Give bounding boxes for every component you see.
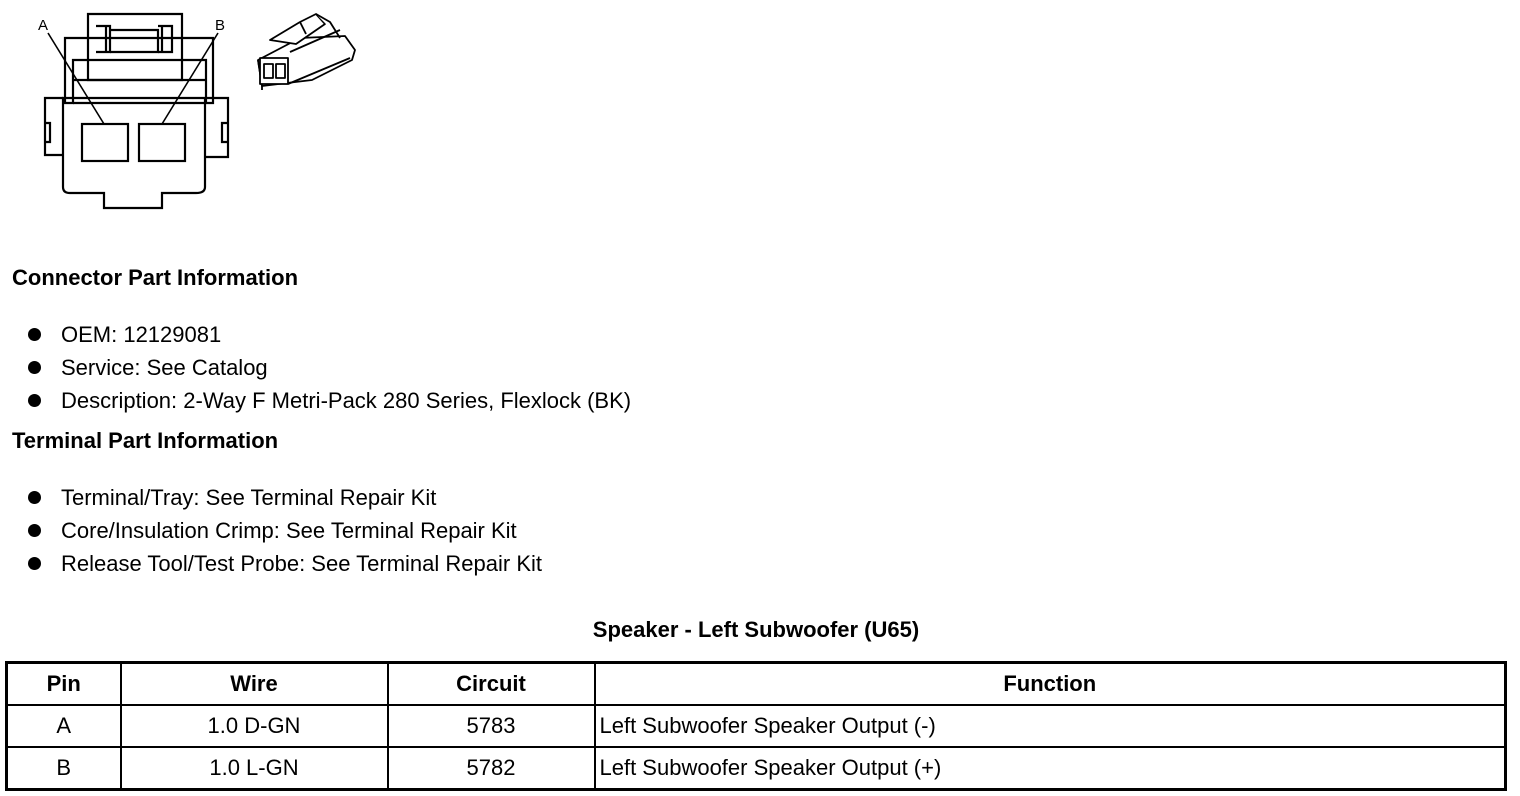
cell-function: Left Subwoofer Speaker Output (+) bbox=[595, 747, 1506, 790]
table-title: Speaker - Left Subwoofer (U65) bbox=[592, 617, 920, 642]
connector-info-list bbox=[28, 318, 631, 417]
header-function: Function bbox=[595, 663, 1506, 706]
list-item-text: Service: See Catalog bbox=[61, 355, 268, 380]
table-header-row bbox=[7, 663, 1506, 706]
header-wire: Wire bbox=[121, 663, 388, 706]
connector-info-title: Connector Part Information bbox=[12, 265, 299, 290]
list-item bbox=[28, 481, 542, 514]
pinout-table bbox=[5, 661, 1507, 791]
cell-wire: 1.0 L-GN bbox=[121, 747, 388, 790]
terminal-info-title: Terminal Part Information bbox=[12, 428, 279, 453]
cell-function: Left Subwoofer Speaker Output (-) bbox=[595, 705, 1506, 747]
cell-wire: 1.0 D-GN bbox=[121, 705, 388, 747]
list-item bbox=[28, 384, 631, 417]
cell-pin: B bbox=[7, 747, 121, 790]
table-row bbox=[7, 705, 1506, 747]
table-row bbox=[7, 747, 1506, 790]
list-item-text: Terminal/Tray: See Terminal Repair Kit bbox=[61, 485, 437, 510]
list-item bbox=[28, 547, 542, 580]
pin-label-a: A bbox=[38, 17, 49, 34]
list-item-text: Core/Insulation Crimp: See Terminal Repair Kit bbox=[61, 518, 517, 543]
list-item-text: OEM: 12129081 bbox=[61, 322, 222, 347]
bullet-icon bbox=[28, 361, 41, 374]
cell-circuit: 5782 bbox=[388, 747, 595, 790]
connector-face-view-icon bbox=[45, 14, 228, 208]
bullet-icon bbox=[28, 328, 41, 341]
header-pin: Pin bbox=[7, 663, 121, 706]
list-item-text: Description: 2-Way F Metri-Pack 280 Series, Flexlock (BK) bbox=[61, 388, 632, 413]
connector-isometric-icon bbox=[258, 14, 355, 90]
terminal-info-list bbox=[28, 481, 542, 580]
list-item bbox=[28, 351, 631, 384]
list-item bbox=[28, 318, 631, 351]
bullet-icon bbox=[28, 491, 41, 504]
connector-diagram bbox=[0, 0, 380, 225]
cell-circuit: 5783 bbox=[388, 705, 595, 747]
cell-pin: A bbox=[7, 705, 121, 747]
bullet-icon bbox=[28, 524, 41, 537]
bullet-icon bbox=[28, 557, 41, 570]
list-item bbox=[28, 514, 542, 547]
bullet-icon bbox=[28, 394, 41, 407]
header-circuit: Circuit bbox=[388, 663, 595, 706]
pin-label-b: B bbox=[215, 17, 226, 34]
list-item-text: Release Tool/Test Probe: See Terminal Repair Kit bbox=[61, 551, 542, 576]
